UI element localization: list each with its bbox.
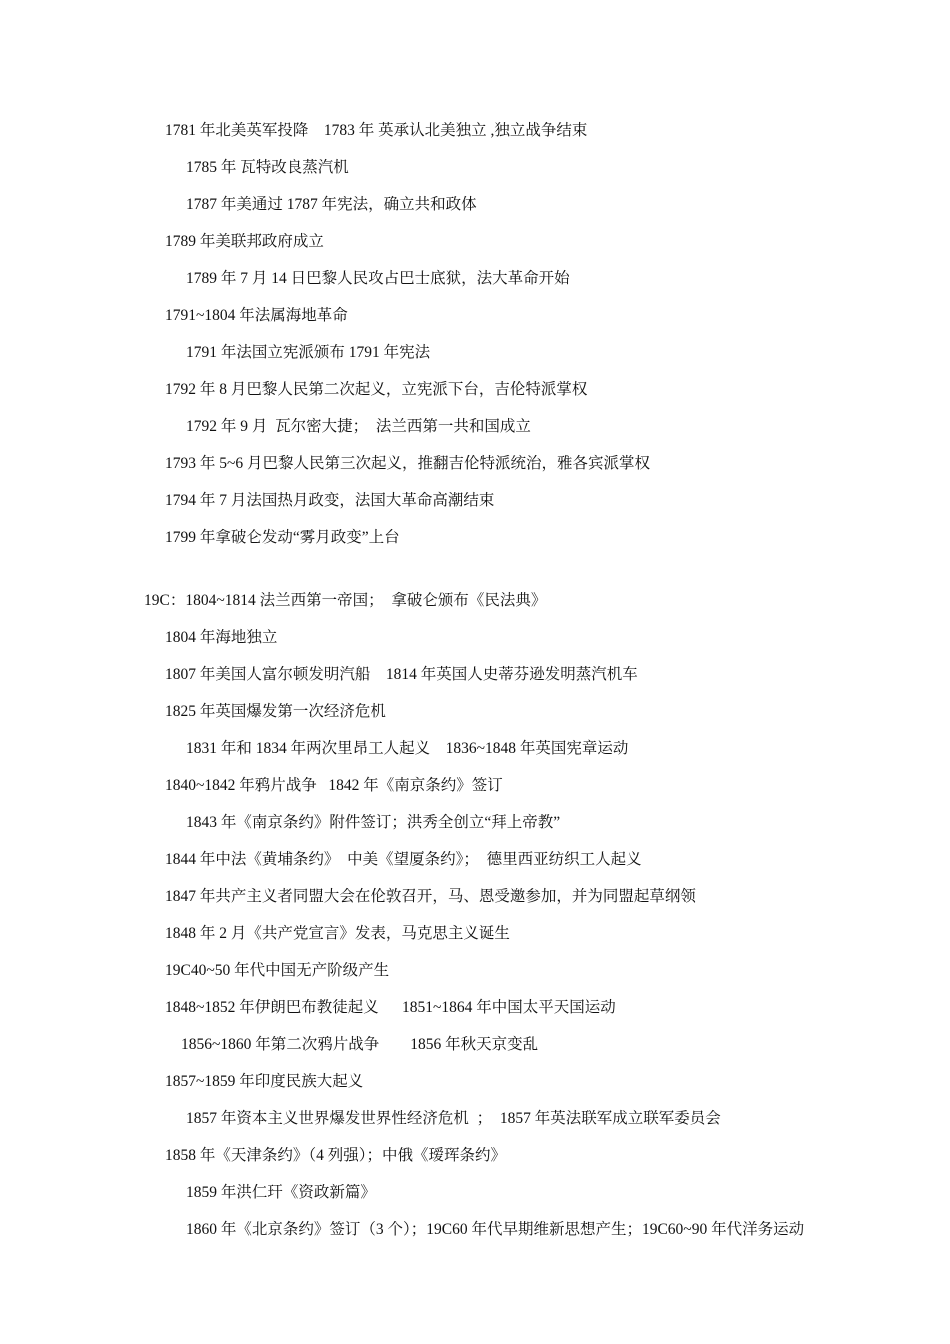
text-line-1791: 1791 年法国立宪派颁布 1791 年宪法	[186, 344, 431, 361]
text-line-1799: 1799 年拿破仑发动“雾月政变”上台	[165, 529, 400, 546]
text-line-1789-a: 1789 年美联邦政府成立	[165, 233, 324, 250]
section-heading-19c: 19C：1804~1814 法兰西第一帝国； 拿破仑颁布《民法典》	[144, 592, 547, 609]
text-line-1858: 1858 年《天津条约》（4 列强）；中俄《瑷珲条约》	[165, 1147, 507, 1164]
text-line-1857-1859: 1857~1859 年印度民族大起义	[165, 1073, 364, 1090]
text-line-1791-1804: 1791~1804 年法属海地革命	[165, 307, 348, 324]
text-line-1794: 1794 年 7 月法国热月政变，法国大革命高潮结束	[165, 492, 495, 509]
text-line-1847: 1847 年共产主义者同盟大会在伦敦召开，马、恩受邀参加，并为同盟起草纲领	[165, 888, 696, 905]
text-line-1844: 1844 年中法《黄埔条约》 中美《望厦条约》； 德里西亚纺织工人起义	[165, 851, 642, 868]
text-line-1792-sep: 1792 年 9 月 瓦尔密大捷； 法兰西第一共和国成立	[186, 418, 531, 435]
text-line-1856: 1856~1860 年第二次鸦片战争 1856 年秋天京变乱	[181, 1036, 539, 1053]
text-line-1848-1852: 1848~1852 年伊朗巴布教徒起义 1851~1864 年中国太平天国运动	[165, 999, 616, 1016]
text-line-1825: 1825 年英国爆发第一次经济危机	[165, 703, 386, 720]
text-line-1792-aug: 1792 年 8 月巴黎人民第二次起义，立宪派下台，吉伦特派掌权	[165, 381, 588, 398]
text-line-1785: 1785 年 瓦特改良蒸汽机	[186, 159, 349, 176]
text-line-1860: 1860 年《北京条约》签订（3 个）；19C60 年代早期维新思想产生；19C60~90 年代洋务运动	[186, 1221, 805, 1238]
text-line-19c40: 19C40~50 年代中国无产阶级产生	[165, 962, 390, 979]
text-line-1857: 1857 年资本主义世界爆发世界性经济危机 ； 1857 年英法联军成立联军委员会	[186, 1110, 721, 1127]
text-line-1787: 1787 年美通过 1787 年宪法，确立共和政体	[186, 196, 477, 213]
text-line-1781: 1781 年北美英军投降 1783 年 英承认北美独立 ,独立战争结束	[165, 122, 588, 139]
text-line-1848: 1848 年 2 月《共产党宣言》发表，马克思主义诞生	[165, 925, 510, 942]
text-line-1789-b: 1789 年 7 月 14 日巴黎人民攻占巴士底狱，法大革命开始	[186, 270, 570, 287]
text-line-1831: 1831 年和 1834 年两次里昂工人起义 1836~1848 年英国宪章运动	[186, 740, 629, 757]
text-line-1840: 1840~1842 年鸦片战争 1842 年《南京条约》签订	[165, 777, 503, 794]
text-line-1807: 1807 年美国人富尔顿发明汽船 1814 年英国人史蒂芬逊发明蒸汽机车	[165, 666, 638, 683]
text-line-1793: 1793 年 5~6 月巴黎人民第三次起义，推翻吉伦特派统治，雅各宾派掌权	[165, 455, 651, 472]
text-line-1859: 1859 年洪仁玕《资政新篇》	[186, 1184, 376, 1201]
text-line-1843: 1843 年《南京条约》附件签订；洪秀全创立“拜上帝教”	[186, 814, 561, 831]
text-line-1804: 1804 年海地独立	[165, 629, 278, 646]
